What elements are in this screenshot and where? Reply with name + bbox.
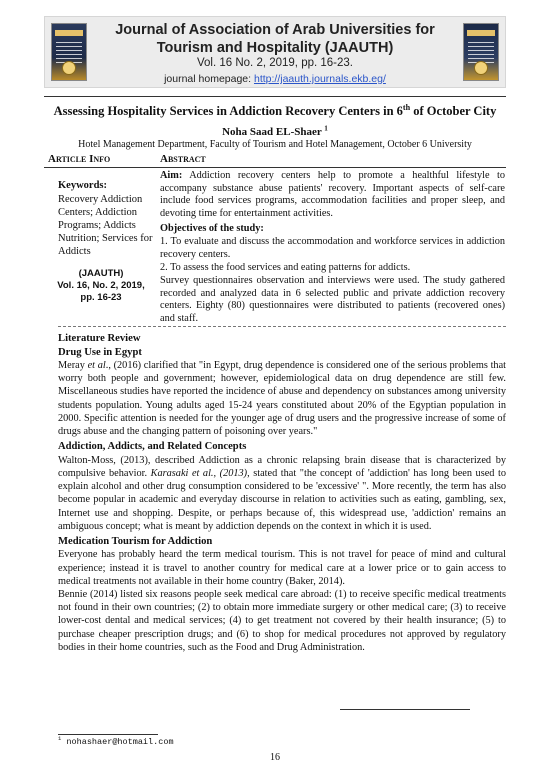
abstract-aim: Aim: Addiction recovery centers help to promote a healthful lifestyle to accompany substance abuse patients' recovery. Important aspects of self-care include food services programs, accommodation facilities and proper sleep, and devoting time for entertainment activities. [160, 170, 505, 219]
literature-review-heading: Literature Review [58, 333, 141, 344]
journal-title: Journal of Association of Arab Universities for Tourism and Hospitality (JAAUTH) [115, 22, 435, 56]
abstract-heading: Abstract [160, 153, 206, 165]
journal-cover-image-english [51, 23, 87, 81]
homepage-label: journal homepage: [164, 73, 254, 85]
addiction-paragraph: Walton-Moss, (2013), described Addiction as a chronic relapsing brain disease that is characterized by compulsive behavior. Karasaki et al., (2013), stated that "the concept of 'addiction' has long been used to explain alcohol and other drug consumption considered to be 'excessive' ". More recently, the term has also become popular in academic and everyday discourse in relation to activities such as eating, gambling, sex, Internet use and shopping. Despite, or perhaps because of, this widespread use, 'addiction' remains an ambiguous concept; what is meant by addiction depends on the context in which it is used. [58, 454, 506, 532]
keywords-list: Recovery Addiction Centers; Addiction Programs; Addicts Nutrition; Services for Addicts [58, 194, 153, 257]
article-body [58, 332, 506, 654]
journal-abbr: (JAAUTH) [78, 268, 124, 279]
article-title: Assessing Hospitality Services in Addiction Recovery Centers in 6th of October City [53, 102, 497, 118]
drug-use-heading: Drug Use in Egypt [58, 346, 142, 358]
footnote-separator [58, 734, 158, 735]
medication-tourism-paragraph-1: Everyone has probably heard the term medical tourism. This is not travel for peace of mind and cultural experience; instead it is travel to another country for medical care at a lower price or to gain access to medical treatments not available in their home country (Baker, 2014). [58, 549, 506, 587]
journal-cover-image-arabic [463, 23, 499, 81]
info-rule [44, 167, 506, 168]
abstract-divider [58, 326, 506, 327]
journal-pages: pp. 16-23 [80, 292, 122, 303]
homepage-link[interactable]: http://jaauth.journals.ekb.eg/ [253, 73, 386, 85]
footnote: $^1$ nohashaer@hotmail.com [58, 735, 174, 747]
objective-2: 2. To assess the food services and eating patterns for addicts. [160, 262, 411, 273]
article-author: Noha Saad EL-Shaer $^1$ [222, 124, 328, 138]
medication-tourism-paragraph-2: Bennie (2014) listed six reasons people seek medical care abroad: (1) to receive specific medical treatments not found in their own countries; (2) to obtain more immediate surgery or other medical care; (3) to receive lower-cost dental and medical services; (4) to get treatment not covered by their health insurance; (5) to purchase cheaper prescription drugs; and (6) to shop for medical procedures not approved by regulatory bodies in their home countries, such as the Food and Drug Administration. [58, 589, 506, 653]
header-rule [44, 96, 506, 97]
drug-use-paragraph: Meray et al., (2016) clarified that "in Egypt, drug dependence is considered one of the serious problems that worry both people and government; however, epidemiological data on drug dependence are still few. Miscellaneous studies have reported the incidence of abuse and dependency on substances among university students population. Young adults aged 15-24 years constituted about 20% of the Egyptian population in 2000. Specific attention is needed for the younger age of drug users and the progressive increase of some of drugs abuse and the changing pattern of poisoning over years." [58, 360, 507, 438]
journal-volume-line: Vol. 16 No. 2, 2019, pp. 16-23. [196, 57, 353, 69]
objectives-heading: Objectives of the study: [160, 223, 264, 234]
medication-tourism-heading: Medication Tourism for Addiction [58, 535, 213, 547]
page-number: 16 [270, 752, 280, 763]
keywords-label: Keywords: [58, 180, 107, 191]
journal-homepage [95, 73, 455, 85]
objective-1: 1. To evaluate and discuss the accommodation and workforce services in addiction recovery centers. [160, 236, 505, 260]
author-affiliation: Hotel Management Department, Faculty of Tourism and Hotel Management, October 6 University [78, 139, 472, 150]
footnote-separator-right [340, 709, 470, 710]
journal-header-banner [44, 16, 506, 88]
addiction-heading: Addiction, Addicts, and Related Concepts [58, 441, 247, 453]
journal-citation-block [46, 268, 156, 304]
article-info-heading: Article Info [48, 153, 111, 165]
journal-vol: Vol. 16, No. 2, 2019, [57, 280, 145, 291]
methods-text: Survey questionnaires observation and interviews were used. The study gathered recorded and analyzed data in 6 selected public and private addiction recovery centers. Eighty (80) questionnaires were distributed to patients (recovered ones) and staff. [160, 275, 505, 324]
